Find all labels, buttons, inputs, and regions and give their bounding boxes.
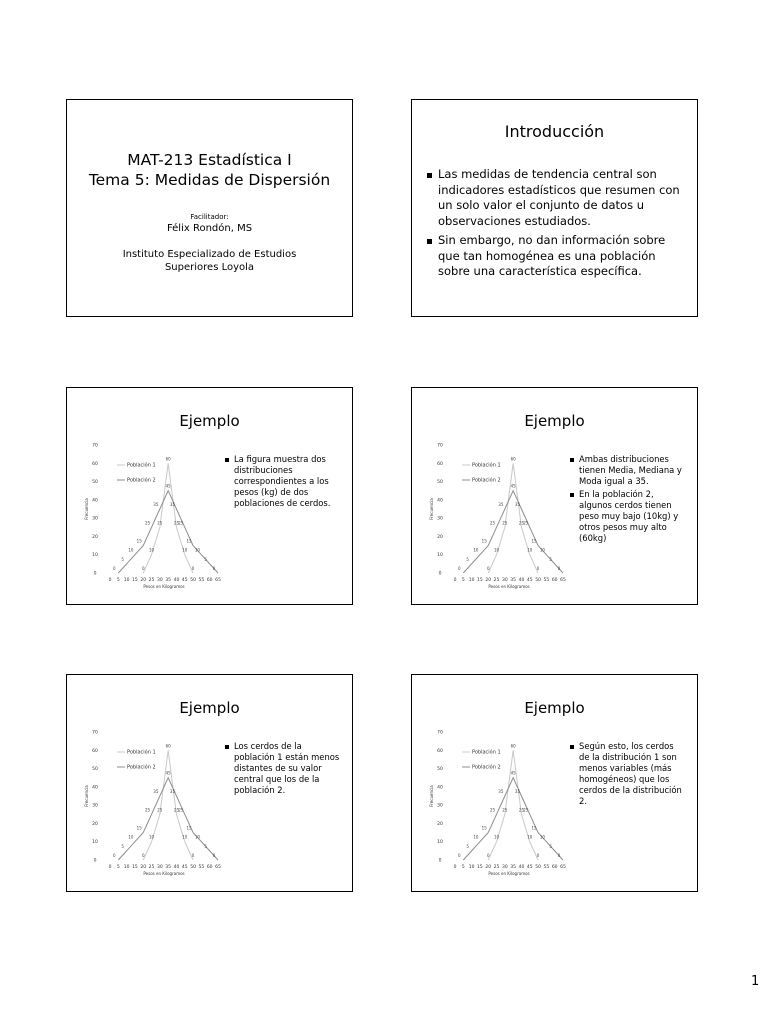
data-label: 25 bbox=[489, 807, 496, 813]
data-label: 25 bbox=[144, 520, 151, 526]
y-tick-label: 30 bbox=[437, 516, 443, 522]
data-label: 45 bbox=[510, 483, 516, 489]
data-label: 0 bbox=[458, 566, 461, 571]
y-axis-title: Frecuencia bbox=[429, 498, 434, 520]
legend-label: Población 2 bbox=[127, 764, 156, 771]
slide-heading: Introducción bbox=[504, 122, 605, 141]
y-tick-label: 50 bbox=[92, 767, 98, 773]
x-tick-label: 15 bbox=[477, 865, 483, 870]
x-tick-label: 10 bbox=[123, 865, 130, 870]
legend-label: Población 2 bbox=[472, 477, 501, 484]
y-tick-label: 60 bbox=[92, 748, 98, 754]
y-tick-label: 60 bbox=[437, 461, 443, 467]
x-tick-label: 55 bbox=[198, 578, 205, 583]
facilitator-name: Félix Rondón, MS bbox=[166, 223, 253, 234]
x-tick-label: 30 bbox=[156, 578, 163, 583]
data-label: 0 bbox=[458, 853, 461, 858]
x-tick-label: 15 bbox=[132, 578, 138, 583]
y-axis-title: Frecuencia bbox=[84, 785, 89, 807]
y-tick-label: 70 bbox=[437, 730, 443, 736]
data-label: 25 bbox=[518, 807, 525, 813]
data-label: 35 bbox=[153, 502, 159, 507]
data-label: 15 bbox=[481, 825, 487, 831]
data-label: 0 bbox=[486, 566, 490, 571]
data-label: 0 bbox=[557, 566, 561, 571]
data-label: 0 bbox=[191, 853, 195, 858]
data-label: 35 bbox=[498, 502, 504, 507]
data-label: 15 bbox=[136, 825, 142, 831]
data-label: 10 bbox=[539, 547, 545, 553]
data-label: 15 bbox=[531, 538, 537, 544]
data-label: 10 bbox=[182, 834, 188, 840]
data-label: 15 bbox=[481, 538, 487, 544]
slide-heading: Ejemplo bbox=[179, 699, 240, 717]
bullet-item: La figura muestra dos distribuciones correspondientes a los pesos (kg) de dos poblaciones de cerdos. bbox=[225, 454, 341, 509]
facilitator-label: Facilitador: bbox=[190, 213, 229, 221]
x-tick-label: 20 bbox=[140, 865, 147, 870]
data-label: 5 bbox=[121, 843, 124, 849]
data-label: 60 bbox=[165, 743, 171, 749]
data-label: 10 bbox=[539, 834, 545, 840]
x-tick-label: 5 bbox=[116, 578, 120, 583]
x-tick-label: 20 bbox=[485, 865, 492, 870]
y-tick-label: 40 bbox=[437, 785, 443, 791]
x-tick-label: 30 bbox=[156, 865, 163, 870]
y-axis-title: Frecuencia bbox=[84, 498, 89, 520]
legend-label: Población 1 bbox=[127, 462, 156, 469]
data-label: 5 bbox=[121, 556, 124, 562]
data-label: 45 bbox=[165, 483, 171, 489]
y-tick-label: 40 bbox=[437, 498, 443, 504]
data-label: 35 bbox=[169, 502, 176, 507]
legend-label: Población 1 bbox=[472, 749, 501, 756]
data-label: 60 bbox=[165, 456, 171, 462]
x-tick-label: 65 bbox=[215, 865, 221, 870]
x-tick-label: 40 bbox=[518, 578, 525, 583]
x-tick-label: 50 bbox=[190, 578, 196, 583]
x-tick-label: 0 bbox=[453, 578, 457, 583]
data-label: 25 bbox=[173, 520, 180, 526]
x-tick-label: 35 bbox=[165, 578, 172, 583]
data-label: 25 bbox=[502, 520, 508, 526]
slide-example-2 bbox=[411, 387, 698, 605]
data-label: 25 bbox=[518, 520, 525, 526]
y-tick-label: 60 bbox=[92, 461, 98, 467]
data-label: 10 bbox=[527, 834, 533, 840]
bullet-item: En la población 2, algunos cerdos tienen peso muy bajo (10kg) y otros pesos muy alto (60kg) bbox=[570, 489, 686, 544]
y-tick-label: 10 bbox=[437, 840, 443, 846]
data-label: 25 bbox=[523, 807, 529, 813]
data-label: 10 bbox=[493, 547, 500, 553]
data-label: 10 bbox=[473, 834, 479, 840]
x-tick-label: 55 bbox=[543, 865, 550, 870]
data-label: 5 bbox=[466, 556, 469, 562]
weight-distribution-chart bbox=[85, 440, 225, 590]
data-label: 60 bbox=[510, 743, 516, 749]
x-tick-label: 5 bbox=[461, 865, 465, 870]
data-label: 35 bbox=[514, 502, 521, 507]
series-line-2 bbox=[118, 778, 218, 860]
slide-example-3 bbox=[66, 674, 353, 892]
legend-label: Población 2 bbox=[127, 477, 156, 484]
x-tick-label: 0 bbox=[108, 578, 112, 583]
x-axis-title: Pesos en Kilogramos bbox=[488, 584, 530, 589]
x-tick-label: 65 bbox=[215, 578, 221, 583]
series-line-2 bbox=[463, 778, 563, 860]
x-tick-label: 35 bbox=[510, 578, 517, 583]
data-label: 0 bbox=[212, 853, 216, 858]
data-label: 10 bbox=[473, 547, 479, 553]
x-tick-label: 10 bbox=[123, 578, 130, 583]
data-label: 15 bbox=[186, 538, 192, 544]
x-tick-label: 30 bbox=[501, 578, 508, 583]
y-tick-label: 0 bbox=[93, 571, 97, 577]
slide-heading: Ejemplo bbox=[524, 412, 585, 430]
x-tick-label: 10 bbox=[468, 865, 475, 870]
y-tick-label: 0 bbox=[93, 858, 97, 864]
x-tick-label: 45 bbox=[526, 865, 533, 870]
weight-distribution-chart bbox=[430, 440, 570, 590]
x-axis-title: Pesos en Kilogramos bbox=[143, 584, 185, 589]
page-number: 1 bbox=[751, 974, 760, 989]
data-label: 5 bbox=[204, 556, 207, 562]
data-label: 0 bbox=[113, 853, 116, 858]
data-label: 25 bbox=[173, 807, 180, 813]
x-tick-label: 60 bbox=[206, 578, 213, 583]
x-tick-label: 10 bbox=[468, 578, 475, 583]
x-tick-label: 60 bbox=[206, 865, 213, 870]
x-tick-label: 40 bbox=[518, 865, 525, 870]
data-label: 15 bbox=[531, 825, 537, 831]
data-label: 45 bbox=[510, 770, 516, 776]
x-tick-label: 0 bbox=[108, 865, 112, 870]
weight-distribution-chart bbox=[85, 727, 225, 877]
y-tick-label: 50 bbox=[437, 480, 443, 486]
data-label: 25 bbox=[144, 807, 151, 813]
data-label: 25 bbox=[502, 807, 508, 813]
data-label: 0 bbox=[113, 566, 116, 571]
data-label: 60 bbox=[510, 456, 516, 462]
x-tick-label: 5 bbox=[461, 578, 465, 583]
institution bbox=[67, 248, 352, 274]
data-label: 10 bbox=[527, 547, 533, 553]
legend-label: Población 2 bbox=[472, 764, 501, 771]
data-label: 35 bbox=[498, 789, 504, 794]
x-tick-label: 65 bbox=[560, 865, 566, 870]
course-title-line1: MAT-213 Estadística I bbox=[127, 151, 292, 169]
course-title bbox=[67, 150, 352, 190]
slide-example-1 bbox=[66, 387, 353, 605]
data-label: 10 bbox=[182, 547, 188, 553]
slide-heading: Ejemplo bbox=[179, 412, 240, 430]
course-title-line2: Tema 5: Medidas de Dispersión bbox=[88, 171, 331, 189]
slide-example-4 bbox=[411, 674, 698, 892]
data-label: 35 bbox=[169, 789, 176, 794]
data-label: 25 bbox=[523, 520, 529, 526]
data-label: 10 bbox=[148, 834, 155, 840]
x-tick-label: 20 bbox=[485, 578, 492, 583]
y-tick-label: 30 bbox=[92, 516, 98, 522]
data-label: 0 bbox=[141, 853, 145, 858]
x-tick-label: 50 bbox=[535, 865, 541, 870]
data-label: 25 bbox=[157, 807, 163, 813]
data-label: 5 bbox=[204, 843, 207, 849]
data-label: 0 bbox=[191, 566, 195, 571]
data-label: 25 bbox=[157, 520, 163, 526]
data-label: 5 bbox=[466, 843, 469, 849]
slide-introduction bbox=[411, 99, 698, 317]
data-label: 10 bbox=[128, 834, 134, 840]
y-tick-label: 10 bbox=[92, 840, 98, 846]
x-tick-label: 30 bbox=[501, 865, 508, 870]
y-tick-label: 10 bbox=[437, 553, 443, 559]
data-label: 0 bbox=[212, 566, 216, 571]
bullet-list bbox=[225, 741, 341, 798]
y-tick-label: 40 bbox=[92, 498, 98, 504]
y-tick-label: 50 bbox=[92, 480, 98, 486]
institution-line2: Superiores Loyola bbox=[164, 262, 255, 273]
y-tick-label: 20 bbox=[92, 821, 98, 827]
x-tick-label: 15 bbox=[477, 578, 483, 583]
data-label: 15 bbox=[186, 825, 192, 831]
data-label: 10 bbox=[493, 834, 500, 840]
x-tick-label: 5 bbox=[116, 865, 120, 870]
data-label: 0 bbox=[557, 853, 561, 858]
x-tick-label: 45 bbox=[181, 865, 188, 870]
data-label: 0 bbox=[141, 566, 145, 571]
x-tick-label: 50 bbox=[535, 578, 541, 583]
data-label: 5 bbox=[549, 556, 552, 562]
data-label: 35 bbox=[514, 789, 521, 794]
x-axis-title: Pesos en Kilogramos bbox=[143, 871, 185, 876]
bullet-list bbox=[570, 454, 686, 546]
y-tick-label: 50 bbox=[437, 767, 443, 773]
weight-distribution-chart bbox=[430, 727, 570, 877]
x-tick-label: 55 bbox=[198, 865, 205, 870]
y-tick-label: 30 bbox=[437, 803, 443, 809]
x-tick-label: 45 bbox=[526, 578, 533, 583]
legend-label: Población 1 bbox=[127, 749, 156, 756]
bullet-item: Los cerdos de la población 1 están menos distantes de su valor central que los de la población 2. bbox=[225, 741, 341, 796]
data-label: 10 bbox=[194, 547, 200, 553]
bullet-list bbox=[427, 167, 689, 284]
y-tick-label: 20 bbox=[437, 534, 443, 540]
data-label: 10 bbox=[194, 834, 200, 840]
x-tick-label: 15 bbox=[132, 865, 138, 870]
series-line-2 bbox=[118, 491, 218, 573]
data-label: 5 bbox=[549, 843, 552, 849]
y-axis-title: Frecuencia bbox=[429, 785, 434, 807]
x-tick-label: 45 bbox=[181, 578, 188, 583]
bullet-item: Según esto, los cerdos de la distribución 1 son menos variables (más homogéneos) que los cerdos de la distribución 2. bbox=[570, 741, 686, 807]
y-tick-label: 70 bbox=[92, 730, 98, 736]
y-tick-label: 0 bbox=[438, 571, 442, 577]
series-line-2 bbox=[463, 491, 563, 573]
data-label: 25 bbox=[489, 520, 496, 526]
legend-label: Población 1 bbox=[472, 462, 501, 469]
data-label: 10 bbox=[128, 547, 134, 553]
data-label: 25 bbox=[178, 520, 184, 526]
y-tick-label: 70 bbox=[437, 443, 443, 449]
x-tick-label: 25 bbox=[148, 865, 155, 870]
x-tick-label: 25 bbox=[148, 578, 155, 583]
x-tick-label: 25 bbox=[493, 865, 500, 870]
data-label: 25 bbox=[178, 807, 184, 813]
x-tick-label: 20 bbox=[140, 578, 147, 583]
bullet-list bbox=[225, 454, 341, 511]
x-tick-label: 40 bbox=[173, 578, 180, 583]
data-label: 45 bbox=[165, 770, 171, 776]
bullet-item: Sin embargo, no dan información sobre que tan homogénea es una población sobre una característica específica. bbox=[427, 233, 689, 280]
bullet-list bbox=[570, 741, 686, 809]
x-tick-label: 0 bbox=[453, 865, 457, 870]
institution-line1: Instituto Especializado de Estudios bbox=[122, 249, 297, 260]
y-tick-label: 30 bbox=[92, 803, 98, 809]
x-axis-title: Pesos en Kilogramos bbox=[488, 871, 530, 876]
x-tick-label: 35 bbox=[165, 865, 172, 870]
data-label: 35 bbox=[153, 789, 159, 794]
bullet-item: Ambas distribuciones tienen Media, Mediana y Moda igual a 35. bbox=[570, 454, 686, 487]
y-tick-label: 0 bbox=[438, 858, 442, 864]
data-label: 0 bbox=[486, 853, 490, 858]
x-tick-label: 65 bbox=[560, 578, 566, 583]
slide-title bbox=[66, 99, 353, 317]
slide-heading: Ejemplo bbox=[524, 699, 585, 717]
x-tick-label: 60 bbox=[551, 865, 558, 870]
x-tick-label: 60 bbox=[551, 578, 558, 583]
data-label: 0 bbox=[536, 566, 540, 571]
x-tick-label: 55 bbox=[543, 578, 550, 583]
x-tick-label: 50 bbox=[190, 865, 196, 870]
y-tick-label: 40 bbox=[92, 785, 98, 791]
y-tick-label: 20 bbox=[92, 534, 98, 540]
data-label: 0 bbox=[536, 853, 540, 858]
y-tick-label: 60 bbox=[437, 748, 443, 754]
y-tick-label: 70 bbox=[92, 443, 98, 449]
x-tick-label: 25 bbox=[493, 578, 500, 583]
data-label: 15 bbox=[136, 538, 142, 544]
x-tick-label: 40 bbox=[173, 865, 180, 870]
data-label: 10 bbox=[148, 547, 155, 553]
y-tick-label: 10 bbox=[92, 553, 98, 559]
x-tick-label: 35 bbox=[510, 865, 517, 870]
bullet-item: Las medidas de tendencia central son indicadores estadísticos que resumen con un solo valor el conjunto de datos u observaciones estudiados. bbox=[427, 167, 689, 229]
y-tick-label: 20 bbox=[437, 821, 443, 827]
